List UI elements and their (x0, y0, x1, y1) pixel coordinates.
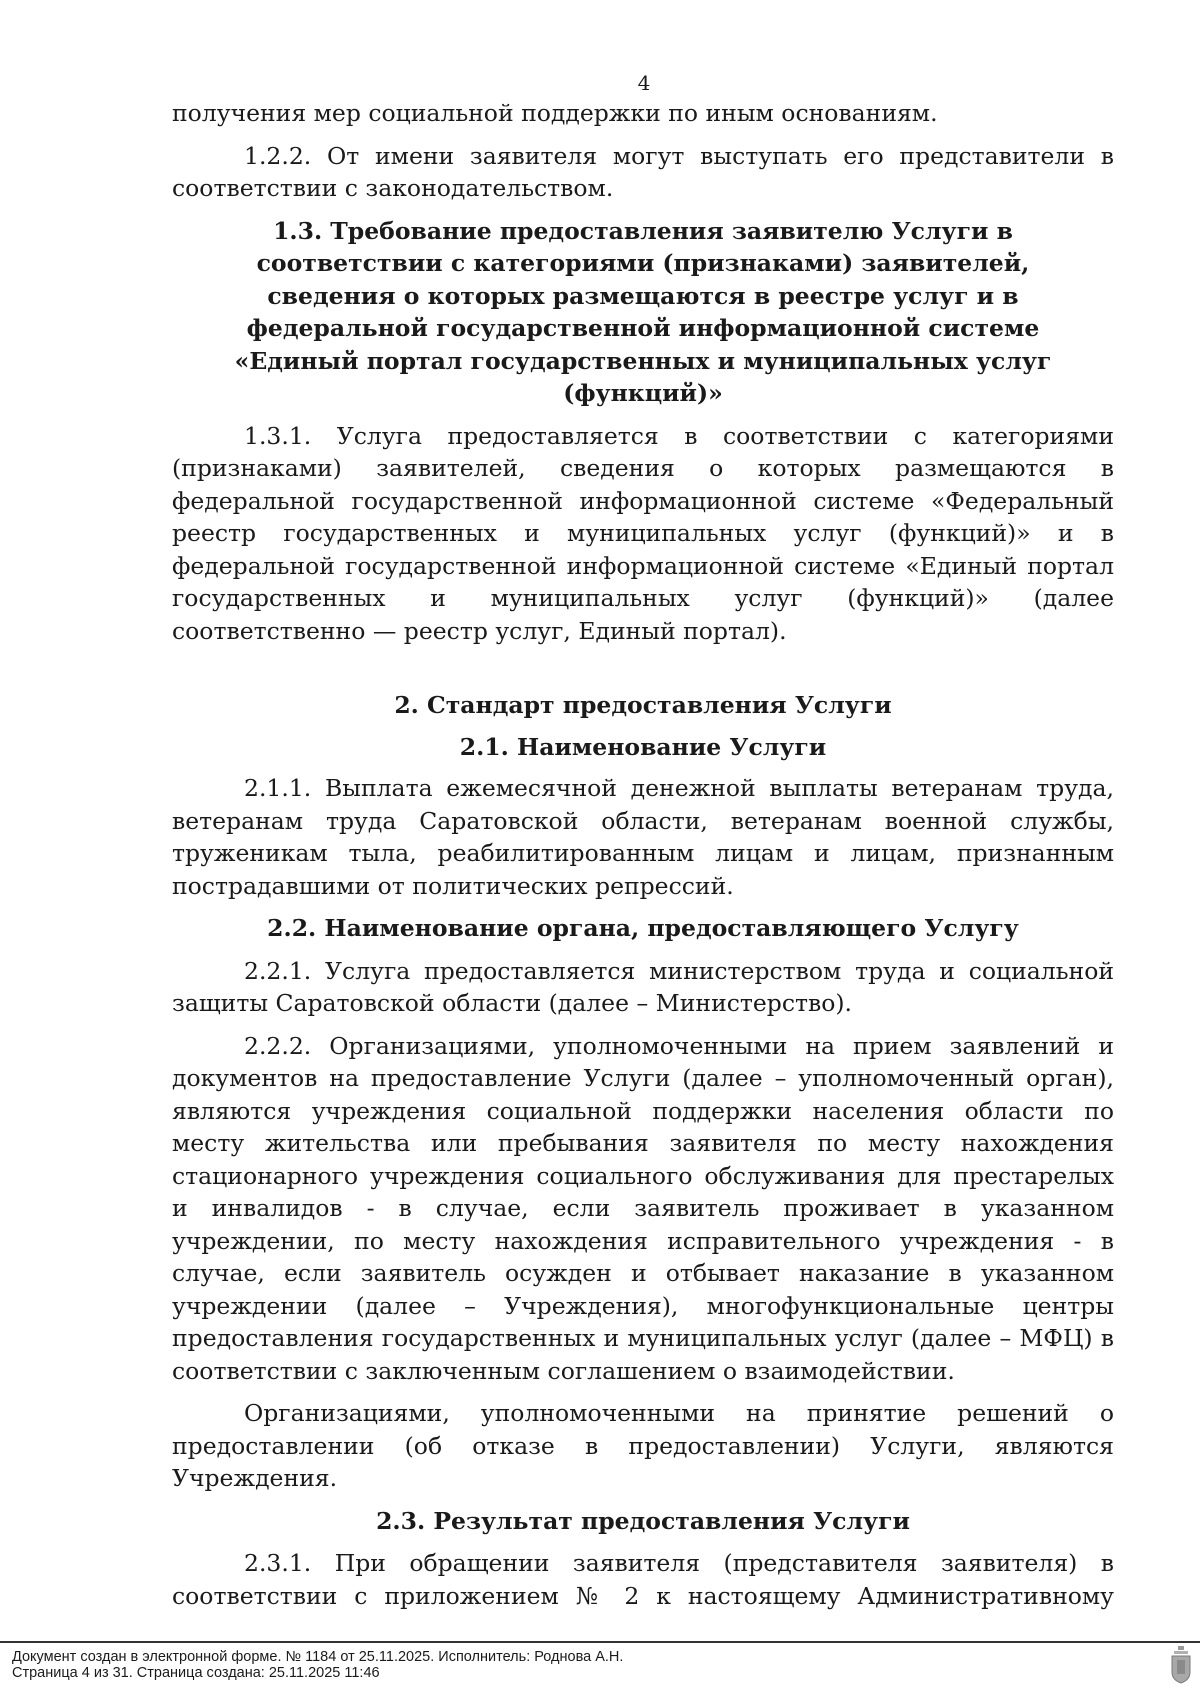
paragraph-2-1-1: 2.1.1. Выплата ежемесячной денежной выплаты ветеранам труда, ветеранам труда Саратовской области, ветеранам военной службы, труженикам тыла, реабилитированным лицам и лицам, признанным пострадавшими от политических репрессий. (172, 774, 1114, 900)
footer-page-info: Страница 4 из 31. Страница создана: 25.11.2025 11:46 (12, 1665, 380, 1681)
heading-2-2: 2.2. Наименование органа, предоставляющего Услугу (267, 914, 1019, 942)
heading-2-3: 2.3. Результат предоставления Услуги (376, 1506, 910, 1535)
paragraph-2-2-2: 2.2.2. Организациями, уполномоченными на прием заявлений и документов на предоставление Услуги (далее – уполномоченный орган), являются учреждения социальной поддержки населения области по месту жительства или пребывания заявителя по месту нахождения стационарного учреждения социального обслуживания для престарелых и инвалидов - в случае, если заявитель проживает в указанном учреждении, по месту нахождения исправительного учреждения - в случае, если заявитель осужден и отбывает наказание в указанном учреждении (далее – Учреждения), многофункциональные центры предоставления государственных и муниципальных услуг (далее – МФЦ) в соответствии с заключенным соглашением о взаимодействии. (172, 1031, 1114, 1385)
paragraph-2-2-1: 2.2.1. Услуга предоставляется министерством труда и социальной защиты Саратовской области (далее – Министерство). (172, 956, 1114, 1017)
paragraph-continuation: получения мер социальной поддержки по иным основаниям. (172, 99, 938, 127)
paragraph-1-3-1: 1.3.1. Услуга предоставляется в соответствии с категориями (признаками) заявителей, сведения о которых размещаются в федеральной государственной информационной системе «Федеральный реестр государственных и муниципальных услуг (функций)» и в федеральной государственной информационной системе «Единый портал государственных и муниципальных услуг (функций)» (далее соответственно — реестр услуг, Единый портал). (172, 421, 1114, 645)
paragraph-1-2-2: 1.2.2. От имени заявителя могут выступать его представители в соответствии с законодательством. (172, 141, 1114, 202)
document-body (172, 97, 1114, 1612)
coat-of-arms-icon (1169, 1646, 1193, 1684)
page-number: 4 (637, 71, 651, 95)
paragraph-decision-organizations: Организациями, уполномоченными на принятие решений о предоставлении (об отказе в предоставлении) Услуги, являются Учреждения. (172, 1399, 1114, 1492)
heading-2-1: 2.1. Наименование Услуги (459, 732, 827, 761)
heading-1-3: 1.3. Требование предоставления заявителю Услуги в соответствии с категориями (признаками) заявителей, сведения о которых размещаются в реестре услуг и в федеральной государственной информационной системе «Единый портал государственных и муниципальных услуг (функций)» (234, 216, 1052, 407)
document-footer (0, 1641, 1200, 1700)
heading-section-2: 2. Стандарт предоставления Услуги (394, 691, 892, 719)
paragraph-2-3-1: 2.3.1. При обращении заявителя (представителя заявителя) в соответствии с приложением № 2 к настоящему Административному (172, 1549, 1114, 1610)
footer-document-info: Документ создан в электронной форме. № 1184 от 25.11.2025. Исполнитель: Роднова А.Н. (12, 1649, 624, 1665)
